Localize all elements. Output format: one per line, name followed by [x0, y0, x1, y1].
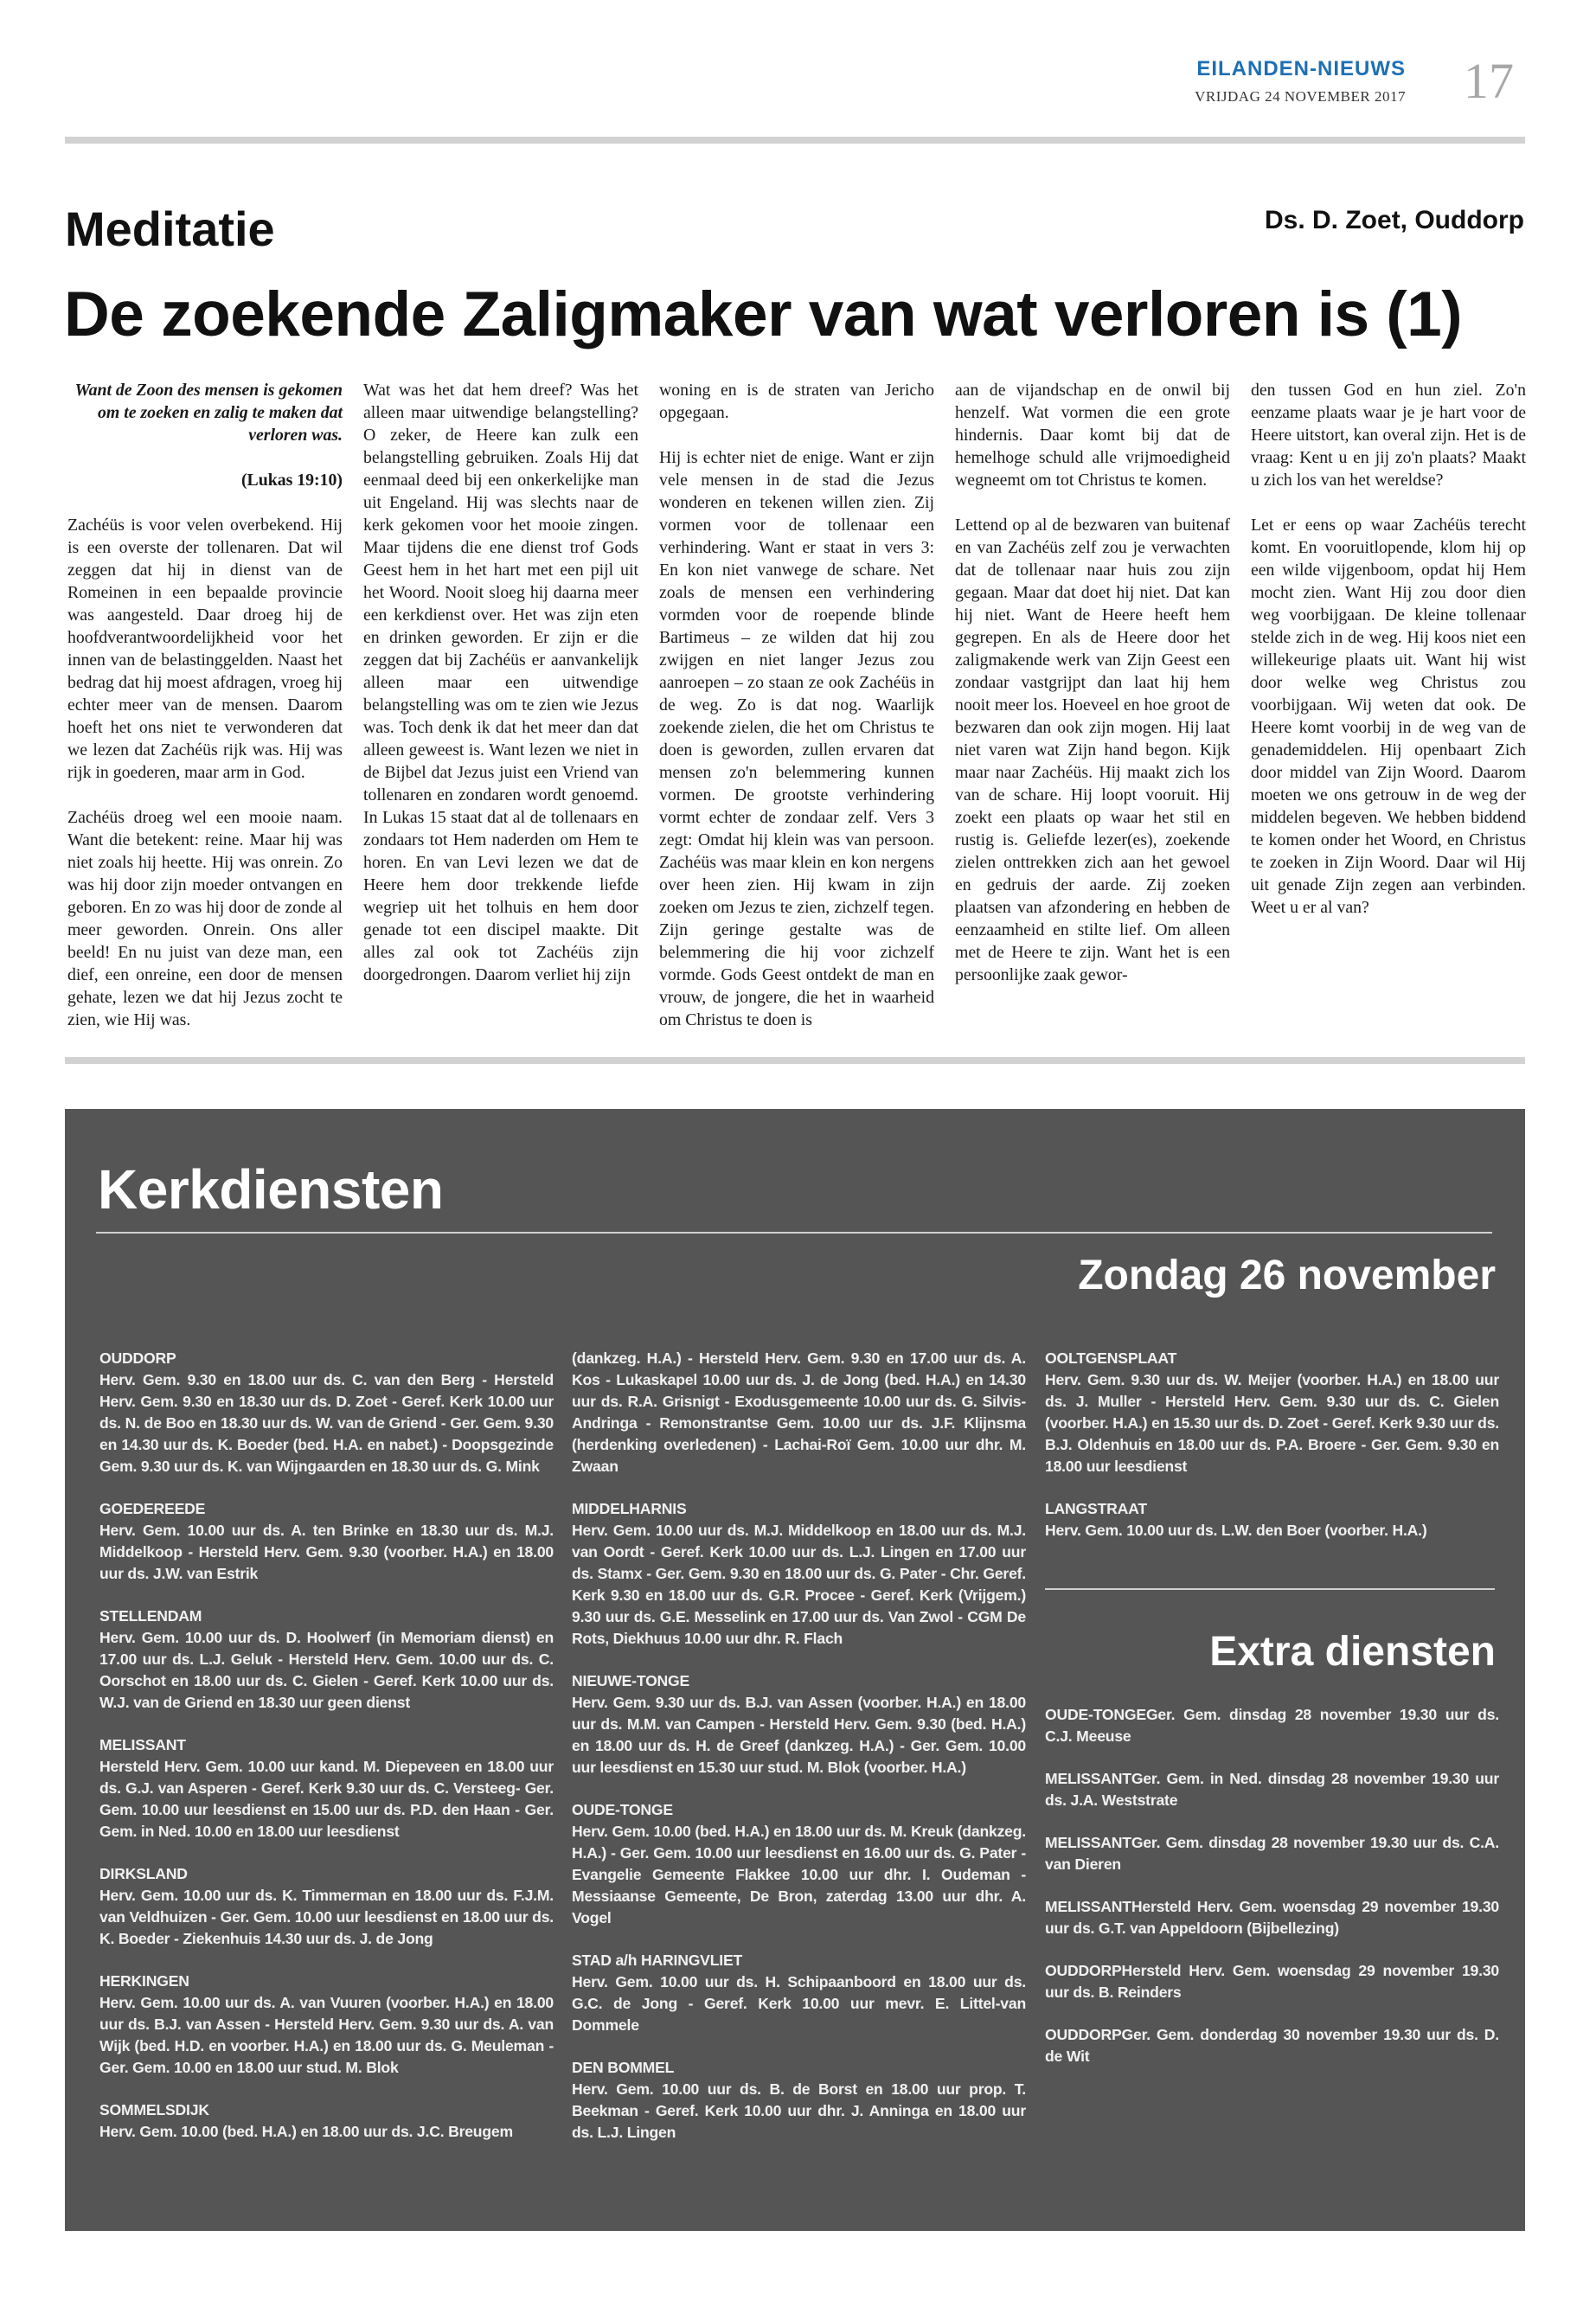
service-entry [1045, 1832, 1499, 1875]
service-details: Herv. Gem. 10.00 uur ds. K. Timmerman en 18.00 uur ds. F.J.M. van Veldhuizen - Ger. Gem. 10.00 uur leesdienst en 18.00 uur ds. K. Boeder - Ziekenhuis 14.30 uur ds. J. de Jong [99, 1887, 554, 1947]
service-details: Herv. Gem. 9.30 uur ds. W. Meijer (voorber. H.A.) en 18.00 uur ds. J. Muller - Hersteld Herv. Gem. 9.30 uur ds. C. Gielen (voorber. H.A.) en 15.30 uur ds. D. Zoet - Geref. Kerk 9.30 uur ds. B.J. Oldenhuis en 18.00 uur ds. P.A. Broere - Ger. Gem. 9.30 en 18.00 uur leesdienst [1045, 1371, 1499, 1475]
service-location: LANGSTRAAT [1045, 1500, 1147, 1517]
service-details: Hersteld Herv. Gem. woensdag 29 november 19.30 uur ds. B. Reinders [1045, 1962, 1499, 2001]
top-divider [65, 137, 1525, 144]
service-entry [1045, 2024, 1499, 2067]
service-location: MELISSANT [1045, 1898, 1131, 1915]
service-entry [99, 1498, 554, 1585]
service-details: Herv. Gem. 10.00 (bed. H.A.) en 18.00 uur ds. J.C. Breugem [99, 2123, 513, 2140]
service-location: OUDDORP [1045, 1962, 1122, 1979]
services-column-1 [99, 1348, 554, 2163]
service-location: NIEUWE-TONGE [572, 1672, 690, 1689]
service-entry [1045, 1498, 1499, 1541]
paragraph: Wat was het dat hem dreef? Was het alleen maar uitwendige belangstelling? O zeker, de Heere kan zulk een belangstelling gebruiken. Zoals Hij dat eenmaal deed bij een onkerkelijke man uit Engeland. Hij was slechts naar de kerk gekomen voor het mooie zingen. Maar tijdens die ene dienst trof Gods Geest hem in het hart met een pijl uit het Woord. Nooit sloeg hij daarna meer een kerkdienst over. Het was zijn eten en drinken geworden. Er zijn er die zeggen dat bij Zachéüs er aanvankelijk alleen maar een uitwendige belangstelling was om te zien wie Jezus was. Toch denk ik dat het meer dan dat alleen geweest is. Want lezen we niet in de Bijbel dat Jezus juist een Vriend van tollenaren en zondaren wordt genoemd. In Lukas 15 staat dat al de tollenaars en zondaars tot Hem naderden om Hem te horen. En van Levi lezen we dat de Heere hem door trekkende liefde wegriep uit het tolhuis en hem door genade tot een discipel maakte. Dit alles zal ook tot Zachéüs zijn doorgedrongen. Daarom verliet hij zijn [363, 381, 638, 984]
article-column-5 [1251, 379, 1526, 941]
extra-services-list [1045, 1704, 1499, 2088]
service-details: Herv. Gem. 10.00 uur ds. H. Schipaanboord en 18.00 uur ds. G.C. de Jong - Geref. Kerk 10.00 uur mevr. E. Littel-van Dommele [572, 1973, 1026, 2034]
service-details: Herv. Gem. 10.00 uur ds. L.W. den Boer (voorber. H.A.) [1045, 1522, 1427, 1539]
service-location: GOEDEREEDE [99, 1500, 206, 1517]
service-details: (dankzeg. H.A.) - Hersteld Herv. Gem. 9.30 en 17.00 uur ds. A. Kos - Lukaskapel 10.00 uur ds. J. de Jong (bed. H.A.) en 14.30 uur ds. R.A. Grisnigt - Exodusgemeente 10.00 uur ds. G. Silvis-Andringa - Remonstrantse Gem. 10.00 uur ds. J.F. Klijnsma (herdenking overledenen) - Lachai-Roï Gem. 10.00 uur dhr. M. Zwaan [572, 1349, 1026, 1475]
service-location: MELISSANT [1045, 1834, 1131, 1851]
service-details: Herv. Gem. 9.30 uur ds. B.J. van Assen (voorber. H.A.) en 18.00 uur ds. M.M. van Campen - Hersteld Herv. Gem. 9.30 (bed. H.A.) en 18.00 uur ds. H. de Greef (dankzeg. H.A.) - Ger. Gem. 10.00 uur leesdienst en 15.30 uur stud. M. Blok (voorber. H.A.) [572, 1694, 1026, 1776]
service-details: Ger. Gem. donderdag 30 november 19.30 uur ds. D. de Wit [1045, 2026, 1499, 2065]
service-details: Ger. Gem. dinsdag 28 november 19.30 uur ds. C.J. Meeuse [1045, 1706, 1499, 1745]
service-entry [572, 2057, 1026, 2144]
service-location: OUDE-TONGE [1045, 1706, 1146, 1723]
article-headline: De zoekende Zaligmaker van wat verloren is (1) [64, 279, 1463, 349]
service-entry [99, 1863, 554, 1950]
service-details: Herv. Gem. 10.00 uur ds. B. de Borst en 18.00 uur prop. T. Beekman - Geref. Kerk 10.00 uur dhr. J. Anninga en 18.00 uur ds. L.J. Lingen [572, 2080, 1026, 2141]
service-entry [572, 1498, 1026, 1650]
service-details: Hersteld Herv. Gem. 10.00 uur kand. M. Diepeveen en 18.00 uur ds. G.J. van Asperen - Geref. Kerk 9.30 uur ds. C. Versteeg- Ger. Gem. 10.00 uur leesdienst en 15.00 uur ds. P.D. den Haan - Ger. Gem. in Ned. 10.00 en 18.00 uur leesdienst [99, 1758, 554, 1840]
service-entry [1045, 1348, 1499, 1477]
service-location: DIRKSLAND [99, 1865, 188, 1882]
article-column-4 [955, 379, 1230, 1009]
article-column-1 [67, 379, 343, 1054]
service-location: STAD a/h HARINGVLIET [572, 1952, 743, 1969]
service-details: Herv. Gem. 10.00 uur ds. A. ten Brinke en 18.30 uur ds. M.J. Middelkoop - Hersteld Herv. Gem. 9.30 (voorber. H.A.) en 18.00 uur ds. J.W. van Estrik [99, 1522, 554, 1582]
service-entry [572, 1670, 1026, 1779]
service-details: Herv. Gem. 9.30 en 18.00 uur ds. C. van den Berg - Hersteld Herv. Gem. 9.30 en 18.30 uur ds. D. Zoet - Geref. Kerk 10.00 uur ds. N. de Boo en 18.30 uur ds. W. van de Griend - Ger. Gem. 9.30 en 14.30 uur ds. K. Boeder (bed. H.A. en nabet.) - Doopsgezinde Gem. 9.30 uur ds. K. van Wijngaarden en 18.30 uur ds. G. Mink [99, 1371, 554, 1475]
article-column-3 [659, 379, 934, 1054]
paragraph: den tussen God en hun ziel. Zo'n eenzame plaats waar je je hart voor de Heere uitstort, kan overal zijn. Het is de vraag: Kent u en jij zo'n plaats? Maakt u zich los van het wereldse? [1251, 381, 1526, 490]
service-location: MIDDELHARNIS [572, 1500, 687, 1517]
article-body [67, 379, 1528, 1036]
kerkdiensten-box [65, 1109, 1525, 2231]
article-author: Ds. D. Zoet, Ouddorp [1265, 206, 1524, 234]
service-entry [572, 1950, 1026, 2036]
service-entry [99, 1606, 554, 1714]
service-location: OUDDORP [1045, 2026, 1122, 2043]
service-date-heading: Zondag 26 november [1078, 1253, 1496, 1298]
page-number: 17 [1464, 53, 1514, 109]
paragraph: Lettend op al de bezwaren van buitenaf en van Zachéüs zelf zou je verwachten dat de tollenaar naar huis zou zijn gegaan. Maar dat doet hij niet. Dat kan hij niet. Want de Heere heeft hem gegrepen. En als de Heere door het zaligmakende werk van Zijn Geest een zondaar vastgrijpt dan laat hij hem nooit meer los. Hoeveel en hoe groot de bezwaren dan ook zijn mogen. Hij laat niet varen wat Zijn hand begon. Kijk maar naar Zachéüs. Hij maakt zich los van de schare. Hij loopt vooruit. Hij zoekt een plaats op waar het stil en rustig is. Geliefde lezer(es), zoekende zielen onttrekken zich aan het gewoel en gedruis der aarde. Zij zoeken plaatsen van afzondering en hebben de eenzaamheid en stilte lief. Om alleen met de Heere te zijn. Want het is een persoonlijke zaak gewor- [955, 516, 1230, 984]
scripture-reference: (Lukas 19:10) [240, 471, 343, 490]
service-details: Herv. Gem. 10.00 uur ds. D. Hoolwerf (in Memoriam dienst) en 17.00 uur ds. L.J. Geluk - Hersteld Herv. Gem. 10.00 uur ds. C. Oorschot en 18.00 uur ds. C. Gielen - Geref. Kerk 10.00 uur ds. W.J. van de Griend en 18.30 uur geen dienst [99, 1629, 554, 1711]
middle-divider [65, 1057, 1525, 1064]
service-location: OOLTGENSPLAAT [1045, 1349, 1177, 1367]
paragraph: Zachéüs is voor velen overbekend. Hij is een overste der tollenaren. Dat wil zeggen dat hij in dienst van de Romeinen in een bepaalde provincie was aangesteld. Daar droeg hij de hoofdverantwoordelijkheid voor het innen van de belastinggelden. Naast het bedrag dat hij moest afdragen, vroeg hij echter meer van de mensen. Daarom hoeft het ons niet te verwonderen dat we lezen dat Zachéüs rijk was. Hij was rijk in goederen, maar arm in God. [67, 516, 343, 782]
service-details: Herv. Gem. 10.00 uur ds. A. van Vuuren (voorber. H.A.) en 18.00 uur ds. B.J. van Assen - Hersteld Herv. Gem. 9.30 uur ds. A. van Wijk (bed. H.D. en voorber. H.A.) en 18.00 uur ds. G. Meuleman - Ger. Gem. 10.00 en 18.00 uur stud. M. Blok [99, 1994, 554, 2076]
service-entry [99, 1971, 554, 2079]
article-column-2 [363, 379, 638, 1009]
service-details: Hersteld Herv. Gem. woensdag 29 november 19.30 uur ds. G.T. van Appeldoorn (Bijbellezing) [1045, 1898, 1499, 1937]
service-details: Ger. Gem. dinsdag 28 november 19.30 uur ds. C.A. van Dieren [1045, 1834, 1499, 1873]
service-details: Ger. Gem. in Ned. dinsdag 28 november 19.30 uur ds. J.A. Weststrate [1045, 1770, 1499, 1809]
service-location: DEN BOMMEL [572, 2059, 675, 2076]
paragraph: woning en is de straten van Jericho opgegaan. [659, 381, 934, 422]
paragraph: Zachéüs droeg wel een mooie naam. Want die betekent: reine. Maar hij was niet zoals hij heette. Hij was onrein. Zo was hij door zijn moeder ontvangen en geboren. En zo was hij door de zonde al meer geworden. Onrein. Ons aller beeld! En nu juist van deze man, een dief, een onreine, een door de mensen gehate, lezen we dat hij Jezus zocht te zien, wie Hij was. [67, 808, 343, 1029]
service-entry [1045, 1768, 1499, 1811]
section-label: Meditatie [65, 202, 275, 256]
scripture-quote: Want de Zoon des mensen is gekomen om te zoeken en zalig te maken dat verloren was. [74, 381, 343, 445]
service-location: MELISSANT [99, 1736, 186, 1753]
service-location: MELISSANT [1045, 1770, 1131, 1787]
newspaper-logo: EILANDEN-NIEUWS [1196, 57, 1406, 80]
service-details: Herv. Gem. 10.00 (bed. H.A.) en 18.00 uur ds. M. Kreuk (dankzeg. H.A.) - Ger. Gem. 10.00 uur leesdienst en 16.00 uur ds. G. Pater - Evangelie Gemeente Flakkee 10.00 uur dhr. I. Oudeman - Messiaanse Gemeente, De Bron, zaterdag 13.00 uur dhr. A. Vogel [572, 1823, 1026, 1926]
service-location: OUDDORP [99, 1349, 176, 1367]
paragraph: Let er eens op waar Zachéüs terecht komt. En vooruitlopende, klom hij op een wilde vijgenboom, opdat hij Hem mocht zien. Want Hij zou door dien weg voorbijgaan. De kleine tollenaar stelde zich in de weg. Hij koos niet een willekeurige plaats uit. Want hij wist door welke weg Christus zou voorbijgaan. Wij weten dat ook. De Heere komt voorbij in de weg van de genademiddelen. Hij openbaart Zich door middel van Zijn Woord. Daarom moeten we ons getrouw in de weg der middelen begeven. We hebben biddend te komen onder het Woord, en Christus te zoeken in Zijn Woord. Daar wil Hij uit genade Zijn zegen aan verbinden. Weet u er al van? [1251, 516, 1526, 917]
service-entry [572, 1799, 1026, 1929]
kerkdiensten-divider [96, 1232, 1492, 1234]
services-column-3 [1045, 1348, 1499, 1562]
service-entry [99, 1734, 554, 1843]
kerkdiensten-title: Kerkdiensten [98, 1158, 444, 1221]
paragraph: Hij is echter niet de enige. Want er zijn vele mensen in de stad die Jezus wonderen en tekenen willen zien. Zij vormen voor de tollenaar een verhindering. Want er staat in vers 3: En kon niet vanwege de schare. Net zoals de mensen een verhindering vormden voor de roepende blinde Bartimeus – ze wilden dat hij zou zwijgen en niet langer Jezus zou aanroepen – zo staan ze ook Zachéüs in de weg. Zo is dat nog. Waarlijk zoekende zielen, die het om Christus te doen is geworden, zullen ervaren dat mensen zo'n belemmering kunnen vormen. De grootste verhindering vormt echter de zondaar zelf. Vers 3 zegt: Omdat hij klein was van persoon. Zachéüs was maar klein en kon nergens over heen zien. Hij kwam in zijn zoeken om Jezus te zien, zichzelf tegen. Zijn geringe gestalte was de belemmering die hij voor zichzelf vormde. Gods Geest ontdekt de man en vrouw, de jongere, die het in waarheid om Christus te doen is [659, 448, 934, 1029]
service-location: HERKINGEN [99, 1972, 189, 1990]
service-entry [1045, 1704, 1499, 1747]
service-entry [99, 2099, 554, 2143]
service-location: OUDE-TONGE [572, 1801, 673, 1818]
issue-date: VRIJDAG 24 NOVEMBER 2017 [1195, 88, 1406, 105]
service-entry [1045, 1896, 1499, 1939]
services-column-2 [572, 1348, 1026, 2164]
service-location: STELLENDAM [99, 1607, 202, 1625]
extra-divider [1045, 1588, 1495, 1590]
extra-services-heading: Extra diensten [1209, 1629, 1496, 1675]
service-entry [572, 1348, 1026, 1477]
paragraph: aan de vijandschap en de onwil bij henzelf. Wat vormen die een grote hindernis. Daar komt bij dat de hemelhoge schuld alle vrijmoedigheid wegneemt om tot Christus te komen. [955, 381, 1230, 490]
service-details: Herv. Gem. 10.00 uur ds. M.J. Middelkoop en 18.00 uur ds. M.J. van Oordt - Geref. Kerk 10.00 uur ds. L.J. Lingen en 17.00 uur ds. Stamx - Ger. Gem. 9.30 en 18.00 uur ds. G. Pater - Chr. Geref. Kerk 9.30 en 18.00 uur ds. G.R. Procee - Geref. Kerk (Vrijgem.) 9.30 uur ds. G.E. Messelink en 17.00 uur ds. Van Zwol - CGM De Rots, Diekhuus 10.00 uur dhr. R. Flach [572, 1522, 1026, 1647]
service-location: SOMMELSDIJK [99, 2101, 209, 2118]
service-entry [1045, 1960, 1499, 2003]
service-entry [99, 1348, 554, 1477]
